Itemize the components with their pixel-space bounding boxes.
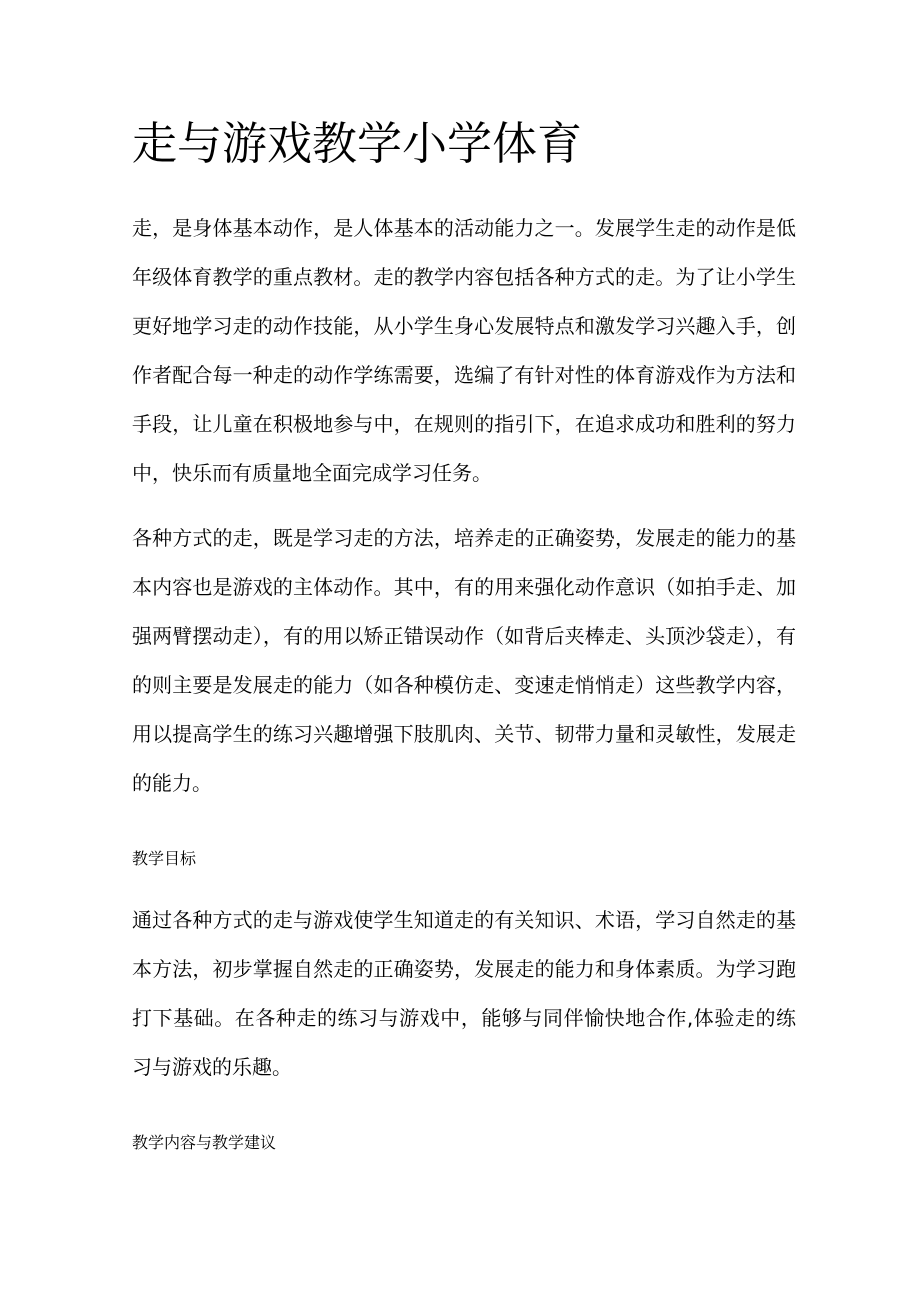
paragraph-intro: 走，是身体基本动作，是人体基本的活动能力之一。发展学生走的动作是低年级体育教学的重点教材。走的教学内容包括各种方式的走。为了让小学生更好地学习走的动作技能，从小学生身心发展特点和激发学习兴趣入手，创作者配合每一种走的动作学练需要，选编了有针对性的体育游戏作为方法和手段，让儿童在积极地参与中，在规则的指引下，在追求成功和胜利的努力中，快乐而有质量地全面完成学习任务。 [132, 216, 796, 485]
section-heading-content-suggestions: 教学内容与教学建议 [132, 1133, 277, 1152]
document-title: 走与游戏教学小学体育 [132, 117, 583, 170]
paragraph-teaching-goals: 通过各种方式的走与游戏使学生知道走的有关知识、术语，学习自然走的基本方法，初步掌握自然走的正确姿势，发展走的能力和身体素质。为学习跑打下基础。在各种走的练习与游戏中，能够与同伴愉快地合作,体验走的练习与游戏的乐趣。 [132, 908, 796, 1079]
paragraph-walking-methods: 各种方式的走，既是学习走的方法，培养走的正确姿势，发展走的能力的基本内容也是游戏的主体动作。其中，有的用来强化动作意识（如拍手走、加强两臂摆动走），有的用以矫正错误动作（如背后夹棒走、头顶沙袋走），有的则主要是发展走的能力（如各种模仿走、变速走悄悄走）这些教学内容，用以提高学生的练习兴趣增强下肢肌肉、关节、韧带力量和灵敏性，发展走的能力。 [132, 526, 796, 795]
section-heading-teaching-goals: 教学目标 [132, 849, 197, 868]
